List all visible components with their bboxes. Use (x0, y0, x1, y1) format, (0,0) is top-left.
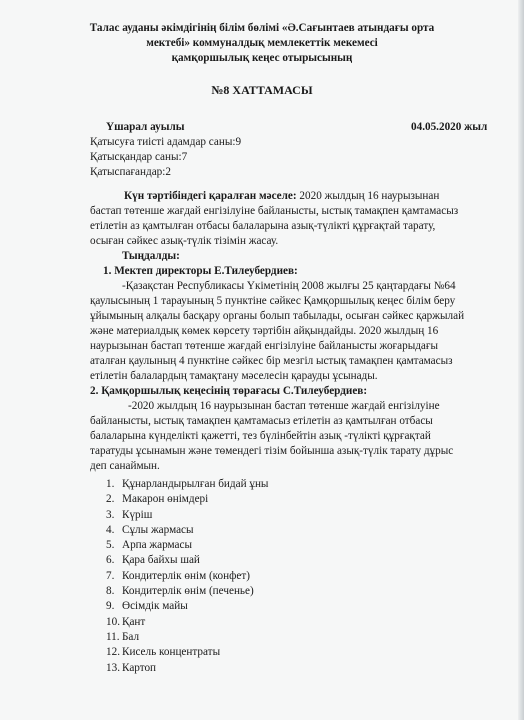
speaker2-line-5: деп санаймын. (90, 460, 160, 472)
speaker2-heading: 2. Қамқоршылық кеңесінің төрағасы С.Тилеубердиев: (90, 385, 368, 397)
speaker1-line-7: етілетін балалардың тамақтану мәселесін қарауды ұсынады. (90, 370, 378, 382)
stat-required: Қатысуға тиісті адамдар саны:9 (90, 136, 242, 148)
list-item: 7. Кондитерлік өнім (конфет) (106, 569, 250, 582)
speaker1-line-5: наурызынан бастап төтенше жағдай енгізілуіне байланысты жоғарыдағы (90, 340, 438, 352)
header-line-1: Талас ауданы әкімдігінің білім бөлімі «Ә.Сағынтаев атындағы орта (89, 22, 435, 34)
agenda-line-1-rest: 2020 жылдың 16 наурызынан (296, 190, 440, 202)
heard-label: Тыңдалды: (122, 250, 180, 262)
list-item: 8. Кондитерлік өнім (печенье) (106, 585, 254, 598)
list-item: 5. Арпа жармасы (106, 539, 192, 552)
list-item: 6. Қара байхы шай (106, 554, 200, 567)
speaker1-line-1: -Қазақстан Республикасы Үкіметінің 2008 жылғы 25 қаңтардағы №64 (122, 280, 456, 292)
speaker2-line-4: таратуды ұсынамын және төмендегі тізім бойынша азық-түлік тарату дұрыс (90, 445, 454, 457)
list-item: 3. Күріш (106, 508, 153, 521)
speaker1-line-6: аталған қаулының 4 пунктіне сәйкес бір мезгіл ыстық тамақпен қамтамасыз (90, 355, 453, 367)
list-item: 10. Қант (106, 615, 146, 628)
speaker1-line-4: және материалдық көмек көрсету тәртібін айқындайды. 2020 жылдың 16 (90, 325, 439, 337)
header-line-2: мектебі» коммуналдық мемлекеттік мекемесі (146, 37, 378, 49)
agenda-line-2: бастап төтенше жағдай енгізілуіне байланысты, ыстық тамақпен қамтамасыз (90, 205, 459, 217)
list-item: 1. Құнарландырылған бидай ұны (106, 478, 269, 490)
agenda-line-3: етілетін аз қамтылған отбасы балаларына азық-түлікті құрғақтай тарату, (90, 220, 436, 232)
speaker2-line-1: -2020 жылдың 16 наурызынан бастап төтенше жағдай енгізілуіне (128, 400, 440, 412)
list-item: 13. Картоп (106, 661, 157, 674)
speaker2-line-3: балаларына күнделікті қажетті, тез бүлінбейтін азық -түлікті құрғақтай (90, 430, 431, 442)
stat-absent: Қатыспағандар:2 (90, 166, 171, 178)
date-label: 04.05.2020 жыл (411, 121, 488, 133)
list-item: 9. Өсімдік майы (106, 600, 188, 613)
agenda-line-4: осыған сәйкес азық-түлік тізімін жасау. (90, 235, 279, 247)
speaker2-line-2: байланысты, ыстық тамақпен қамтамасыз етілетін аз қамтылған отбасы (90, 415, 433, 427)
page-edge-shadow (518, 0, 524, 720)
speaker1-line-3: ұйымының алқалы басқару органы болып табылады, осыған сәйкес қаржылай (90, 310, 465, 322)
speaker1-line-2: қаулысының 1 тарауының 5 пунктіне сәйкес Қамқоршылық кеңес білім беру (90, 295, 456, 307)
list-item: 2. Макарон өнімдері (106, 493, 209, 506)
food-list (106, 478, 268, 677)
speaker1-heading: 1. Мектеп директоры Е.Тилеубердиев: (103, 265, 298, 277)
header-line-3: қамқоршылық кеңес отырысының (171, 52, 353, 64)
document-title: №8 ХАТТАМАСЫ (211, 83, 313, 97)
list-item: 12. Кисель концентраты (106, 646, 221, 659)
list-item: 4. Сұлы жармасы (106, 523, 194, 536)
agenda-line-1 (124, 190, 439, 202)
list-item: 11. Бал (106, 630, 140, 643)
stat-present: Қатысқандар саны:7 (90, 151, 188, 163)
place-label: Үшарал ауылы (106, 121, 185, 133)
agenda-label: Күн тәртібіндегі қаралған мәселе: (124, 190, 297, 202)
